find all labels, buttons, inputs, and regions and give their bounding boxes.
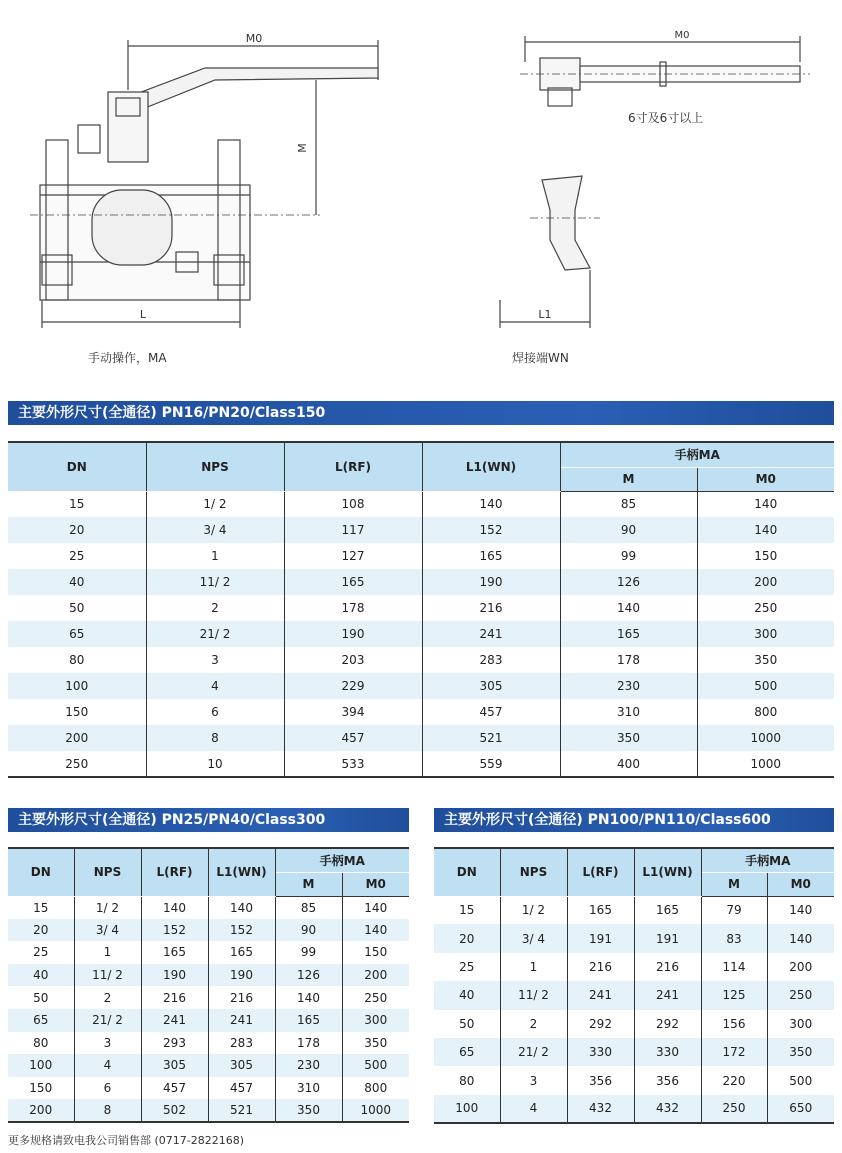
table-cell: 80 bbox=[434, 1066, 500, 1094]
table-cell: 241 bbox=[141, 1009, 208, 1032]
table-row bbox=[8, 1077, 409, 1100]
dim-label-m: M bbox=[296, 143, 309, 153]
table-cell: 21/ 2 bbox=[74, 1009, 141, 1032]
table-row bbox=[8, 673, 834, 699]
table-cell: 191 bbox=[567, 924, 634, 952]
table-cell: 1/ 2 bbox=[146, 491, 284, 517]
table-cell: 125 bbox=[701, 981, 767, 1009]
table-cell: 3/ 4 bbox=[74, 919, 141, 942]
header-lrf: L(RF) bbox=[141, 848, 208, 896]
table-cell: 4 bbox=[500, 1095, 567, 1123]
table-cell: 150 bbox=[8, 1077, 74, 1100]
table-cell: 1 bbox=[500, 953, 567, 981]
table-cell: 140 bbox=[342, 919, 409, 942]
table-cell: 165 bbox=[567, 896, 634, 924]
table-cell: 230 bbox=[275, 1054, 342, 1077]
manual-operation-caption: 手动操作，MA bbox=[88, 351, 167, 365]
table-cell: 200 bbox=[767, 953, 834, 981]
table-cell: 50 bbox=[8, 986, 74, 1009]
table-cell: 1 bbox=[74, 941, 141, 964]
table-cell: 165 bbox=[422, 543, 560, 569]
header-nps: NPS bbox=[146, 442, 284, 491]
table-cell: 250 bbox=[342, 986, 409, 1009]
table-row bbox=[8, 1054, 409, 1077]
table-cell: 356 bbox=[567, 1066, 634, 1094]
table-cell: 200 bbox=[342, 964, 409, 987]
table-cell: 559 bbox=[422, 751, 560, 777]
table-row bbox=[8, 1032, 409, 1055]
header-l1wn: L1(WN) bbox=[208, 848, 275, 896]
table-row bbox=[8, 986, 409, 1009]
header-m: M bbox=[560, 467, 697, 491]
table-cell: 300 bbox=[697, 621, 834, 647]
dim-label-m0: M0 bbox=[245, 32, 263, 45]
table-cell: 11/ 2 bbox=[146, 569, 284, 595]
table-cell: 650 bbox=[767, 1095, 834, 1123]
table-cell: 15 bbox=[434, 896, 500, 924]
table-row bbox=[8, 699, 834, 725]
table-cell: 400 bbox=[560, 751, 697, 777]
table-row bbox=[8, 621, 834, 647]
table-cell: 229 bbox=[284, 673, 422, 699]
table-cell: 216 bbox=[208, 986, 275, 1009]
table-cell: 330 bbox=[634, 1038, 701, 1066]
table-cell: 8 bbox=[74, 1099, 141, 1122]
welded-handle-drawing bbox=[500, 36, 810, 328]
table-cell: 3 bbox=[146, 647, 284, 673]
table-cell: 457 bbox=[208, 1077, 275, 1100]
table-cell: 1000 bbox=[697, 751, 834, 777]
header-nps: NPS bbox=[74, 848, 141, 896]
table-cell: 85 bbox=[560, 491, 697, 517]
table-cell: 4 bbox=[74, 1054, 141, 1077]
large-size-note: 6寸及6寸以上 bbox=[628, 111, 704, 125]
table-cell: 200 bbox=[697, 569, 834, 595]
header-l1wn: L1(WN) bbox=[422, 442, 560, 491]
table-cell: 203 bbox=[284, 647, 422, 673]
table-cell: 800 bbox=[342, 1077, 409, 1100]
table-cell: 432 bbox=[634, 1095, 701, 1123]
table-cell: 50 bbox=[8, 595, 146, 621]
table-cell: 65 bbox=[8, 1009, 74, 1032]
table-cell: 140 bbox=[141, 896, 208, 919]
table-cell: 15 bbox=[8, 491, 146, 517]
table-cell: 80 bbox=[8, 1032, 74, 1055]
table-cell: 10 bbox=[146, 751, 284, 777]
table-cell: 3/ 4 bbox=[146, 517, 284, 543]
table-cell: 165 bbox=[141, 941, 208, 964]
header-m: M bbox=[275, 872, 342, 896]
header-m0: M0 bbox=[697, 467, 834, 491]
table-cell: 241 bbox=[422, 621, 560, 647]
table-cell: 165 bbox=[634, 896, 701, 924]
table-cell: 356 bbox=[634, 1066, 701, 1094]
table-cell: 6 bbox=[146, 699, 284, 725]
table-cell: 521 bbox=[422, 725, 560, 751]
table-cell: 500 bbox=[697, 673, 834, 699]
table-cell: 140 bbox=[342, 896, 409, 919]
table2-title: 主要外形尺寸(全通径) PN25/PN40/Class300 bbox=[8, 808, 409, 832]
table-cell: 65 bbox=[434, 1038, 500, 1066]
table-row bbox=[434, 1095, 834, 1123]
table-cell: 216 bbox=[422, 595, 560, 621]
table-cell: 216 bbox=[141, 986, 208, 1009]
dim-label-m0-small: M0 bbox=[674, 30, 690, 41]
table-cell: 80 bbox=[8, 647, 146, 673]
table-cell: 190 bbox=[141, 964, 208, 987]
table-cell: 152 bbox=[422, 517, 560, 543]
table-row bbox=[434, 1066, 834, 1094]
table-cell: 25 bbox=[434, 953, 500, 981]
table-cell: 40 bbox=[8, 569, 146, 595]
table-cell: 292 bbox=[634, 1010, 701, 1038]
table-cell: 3 bbox=[74, 1032, 141, 1055]
table-cell: 99 bbox=[560, 543, 697, 569]
table-cell: 4 bbox=[146, 673, 284, 699]
table-cell: 250 bbox=[767, 981, 834, 1009]
table-row bbox=[8, 964, 409, 987]
table-row bbox=[434, 1038, 834, 1066]
table-cell: 85 bbox=[275, 896, 342, 919]
table-row bbox=[434, 1010, 834, 1038]
table-cell: 432 bbox=[567, 1095, 634, 1123]
table-cell: 3 bbox=[500, 1066, 567, 1094]
table-cell: 1000 bbox=[342, 1099, 409, 1122]
table-cell: 350 bbox=[275, 1099, 342, 1122]
table-cell: 20 bbox=[8, 517, 146, 543]
table-cell: 114 bbox=[701, 953, 767, 981]
table-cell: 191 bbox=[634, 924, 701, 952]
table-row bbox=[8, 595, 834, 621]
table-cell: 521 bbox=[208, 1099, 275, 1122]
table-cell: 1/ 2 bbox=[74, 896, 141, 919]
table-cell: 350 bbox=[697, 647, 834, 673]
table-row bbox=[8, 543, 834, 569]
header-m0: M0 bbox=[767, 872, 834, 896]
table-cell: 250 bbox=[8, 751, 146, 777]
weld-end-caption: 焊接端WN bbox=[512, 351, 569, 365]
table-row bbox=[8, 751, 834, 777]
header-m: M bbox=[701, 872, 767, 896]
table-cell: 140 bbox=[275, 986, 342, 1009]
table-row bbox=[434, 981, 834, 1009]
table-cell: 165 bbox=[208, 941, 275, 964]
table-cell: 190 bbox=[284, 621, 422, 647]
table-cell: 350 bbox=[342, 1032, 409, 1055]
table-cell: 2 bbox=[146, 595, 284, 621]
table-cell: 15 bbox=[8, 896, 74, 919]
table-cell: 2 bbox=[74, 986, 141, 1009]
table-cell: 500 bbox=[342, 1054, 409, 1077]
table-row bbox=[8, 647, 834, 673]
header-handle: 手柄MA bbox=[701, 848, 834, 872]
table-cell: 500 bbox=[767, 1066, 834, 1094]
table-cell: 241 bbox=[567, 981, 634, 1009]
table-cell: 300 bbox=[767, 1010, 834, 1038]
table-cell: 250 bbox=[701, 1095, 767, 1123]
table3-title: 主要外形尺寸(全通径) PN100/PN110/Class600 bbox=[434, 808, 834, 832]
header-lrf: L(RF) bbox=[567, 848, 634, 896]
table-cell: 1000 bbox=[697, 725, 834, 751]
dim-label-l1: L1 bbox=[538, 308, 552, 321]
table-cell: 150 bbox=[342, 941, 409, 964]
table-cell: 156 bbox=[701, 1010, 767, 1038]
table-cell: 457 bbox=[284, 725, 422, 751]
table-cell: 305 bbox=[422, 673, 560, 699]
table-cell: 8 bbox=[146, 725, 284, 751]
table-row bbox=[8, 569, 834, 595]
table-cell: 283 bbox=[208, 1032, 275, 1055]
table-cell: 25 bbox=[8, 941, 74, 964]
table-row bbox=[434, 896, 834, 924]
table-cell: 457 bbox=[422, 699, 560, 725]
header-dn: DN bbox=[8, 848, 74, 896]
table-cell: 394 bbox=[284, 699, 422, 725]
dim-label-l: L bbox=[139, 308, 147, 321]
table-cell: 178 bbox=[284, 595, 422, 621]
table-cell: 117 bbox=[284, 517, 422, 543]
table-cell: 502 bbox=[141, 1099, 208, 1122]
table-cell: 20 bbox=[8, 919, 74, 942]
table-cell: 100 bbox=[8, 673, 146, 699]
table-row bbox=[8, 1009, 409, 1032]
header-handle: 手柄MA bbox=[560, 442, 834, 467]
table-cell: 25 bbox=[8, 543, 146, 569]
table-cell: 150 bbox=[8, 699, 146, 725]
table-cell: 216 bbox=[567, 953, 634, 981]
table-cell: 21/ 2 bbox=[500, 1038, 567, 1066]
spec-table-class600 bbox=[434, 847, 834, 1124]
table-cell: 83 bbox=[701, 924, 767, 952]
table-cell: 90 bbox=[275, 919, 342, 942]
table-cell: 330 bbox=[567, 1038, 634, 1066]
manual-valve-drawing bbox=[30, 40, 378, 328]
table-cell: 21/ 2 bbox=[146, 621, 284, 647]
header-dn: DN bbox=[434, 848, 500, 896]
table-cell: 293 bbox=[141, 1032, 208, 1055]
header-nps: NPS bbox=[500, 848, 567, 896]
table-cell: 305 bbox=[141, 1054, 208, 1077]
table-row bbox=[434, 924, 834, 952]
table-cell: 40 bbox=[8, 964, 74, 987]
table-row bbox=[8, 725, 834, 751]
valve-drawings bbox=[0, 0, 842, 380]
table-cell: 127 bbox=[284, 543, 422, 569]
header-lrf: L(RF) bbox=[284, 442, 422, 491]
table-cell: 1/ 2 bbox=[500, 896, 567, 924]
table-cell: 2 bbox=[500, 1010, 567, 1038]
table-cell: 150 bbox=[697, 543, 834, 569]
table-cell: 140 bbox=[560, 595, 697, 621]
table-row bbox=[8, 941, 409, 964]
table-cell: 126 bbox=[275, 964, 342, 987]
table-cell: 165 bbox=[284, 569, 422, 595]
table-cell: 152 bbox=[141, 919, 208, 942]
table-cell: 457 bbox=[141, 1077, 208, 1100]
table-cell: 152 bbox=[208, 919, 275, 942]
table-cell: 140 bbox=[697, 491, 834, 517]
table-cell: 11/ 2 bbox=[74, 964, 141, 987]
table-cell: 216 bbox=[634, 953, 701, 981]
table-cell: 140 bbox=[422, 491, 560, 517]
table-cell: 800 bbox=[697, 699, 834, 725]
header-m0: M0 bbox=[342, 872, 409, 896]
table-cell: 292 bbox=[567, 1010, 634, 1038]
table-cell: 178 bbox=[275, 1032, 342, 1055]
table-cell: 165 bbox=[275, 1009, 342, 1032]
table-row bbox=[8, 919, 409, 942]
table-cell: 230 bbox=[560, 673, 697, 699]
table-cell: 50 bbox=[434, 1010, 500, 1038]
table-cell: 190 bbox=[422, 569, 560, 595]
table-cell: 533 bbox=[284, 751, 422, 777]
table-cell: 241 bbox=[634, 981, 701, 1009]
table-row bbox=[8, 896, 409, 919]
table-cell: 65 bbox=[8, 621, 146, 647]
table-cell: 140 bbox=[767, 896, 834, 924]
table-cell: 40 bbox=[434, 981, 500, 1009]
table-cell: 350 bbox=[560, 725, 697, 751]
table-cell: 178 bbox=[560, 647, 697, 673]
table-cell: 310 bbox=[275, 1077, 342, 1100]
table-cell: 79 bbox=[701, 896, 767, 924]
table-cell: 250 bbox=[697, 595, 834, 621]
table-cell: 241 bbox=[208, 1009, 275, 1032]
table-cell: 140 bbox=[697, 517, 834, 543]
table-cell: 90 bbox=[560, 517, 697, 543]
table-cell: 220 bbox=[701, 1066, 767, 1094]
table-cell: 6 bbox=[74, 1077, 141, 1100]
table-cell: 283 bbox=[422, 647, 560, 673]
table-row bbox=[8, 1099, 409, 1122]
table-cell: 100 bbox=[434, 1095, 500, 1123]
header-l1wn: L1(WN) bbox=[634, 848, 701, 896]
table-cell: 190 bbox=[208, 964, 275, 987]
table-row bbox=[8, 517, 834, 543]
table-cell: 3/ 4 bbox=[500, 924, 567, 952]
table-cell: 1 bbox=[146, 543, 284, 569]
table-cell: 140 bbox=[208, 896, 275, 919]
table-cell: 99 bbox=[275, 941, 342, 964]
table-cell: 300 bbox=[342, 1009, 409, 1032]
table-cell: 108 bbox=[284, 491, 422, 517]
table-cell: 200 bbox=[8, 1099, 74, 1122]
spec-table-class300 bbox=[8, 847, 409, 1123]
table-cell: 310 bbox=[560, 699, 697, 725]
table-cell: 350 bbox=[767, 1038, 834, 1066]
header-dn: DN bbox=[8, 442, 146, 491]
table1-title: 主要外形尺寸(全通径) PN16/PN20/Class150 bbox=[8, 401, 834, 425]
table-cell: 20 bbox=[434, 924, 500, 952]
table-cell: 140 bbox=[767, 924, 834, 952]
table-row bbox=[434, 953, 834, 981]
table-cell: 172 bbox=[701, 1038, 767, 1066]
spec-table-class150 bbox=[8, 441, 834, 778]
header-handle: 手柄MA bbox=[275, 848, 409, 872]
table-cell: 126 bbox=[560, 569, 697, 595]
table-row bbox=[8, 491, 834, 517]
sales-contact-footnote: 更多规格请致电我公司销售部 (0717-2822168) bbox=[8, 1134, 245, 1147]
table-cell: 11/ 2 bbox=[500, 981, 567, 1009]
table-cell: 200 bbox=[8, 725, 146, 751]
table-cell: 305 bbox=[208, 1054, 275, 1077]
table-cell: 100 bbox=[8, 1054, 74, 1077]
table-cell: 165 bbox=[560, 621, 697, 647]
